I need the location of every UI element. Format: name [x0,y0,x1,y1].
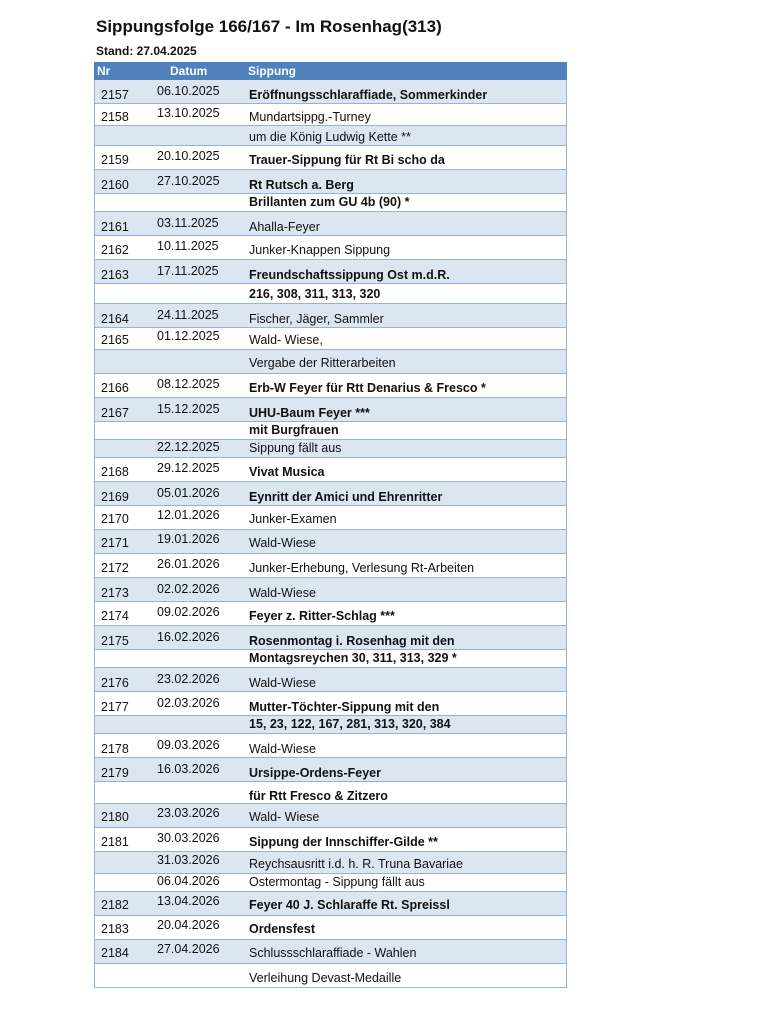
cell-datum: 10.11.2025 [157,239,219,253]
cell-datum: 02.03.2026 [157,696,220,710]
cell-nr: 2166 [101,381,129,395]
cell-datum: 05.01.2026 [157,486,220,500]
table-row [94,650,567,668]
cell-datum: 16.02.2026 [157,630,220,644]
table-row [94,482,567,506]
cell-sippung: Freundschaftssippung Ost m.d.R. [249,268,450,282]
cell-nr: 2174 [101,609,129,623]
table-row [94,940,567,964]
cell-sippung: UHU-Baum Feyer *** [249,406,370,420]
cell-sippung: Wald-Wiese [249,536,316,550]
cell-sippung: Brillanten zum GU 4b (90) * [249,195,410,209]
cell-sippung: Feyer 40 J. Schlaraffe Rt. Spreissl [249,898,450,912]
cell-nr: 2181 [101,835,129,849]
table-row [94,440,567,458]
header-nr: Nr [97,64,111,78]
cell-sippung: Reychsausritt i.d. h. R. Truna Bavariae [249,857,463,871]
table-row [94,146,567,170]
table-row [94,692,567,716]
cell-datum: 22.12.2025 [157,440,220,454]
table-row [94,758,567,782]
cell-sippung: Sippung fällt aus [249,441,342,455]
cell-datum: 20.04.2026 [157,918,220,932]
table-body [94,80,567,988]
cell-datum: 23.02.2026 [157,672,220,686]
cell-sippung: Sippung der Innschiffer-Gilde ** [249,835,438,849]
cell-datum: 12.01.2026 [157,508,220,522]
cell-nr: 2177 [101,700,129,714]
cell-sippung: Erb-W Feyer für Rtt Denarius & Fresco * [249,381,486,395]
cell-datum: 19.01.2026 [157,532,220,546]
table-row [94,350,567,374]
table-row [94,304,567,328]
table-row [94,554,567,578]
cell-sippung: mit Burgfrauen [249,423,339,437]
cell-nr: 2184 [101,946,129,960]
cell-nr: 2172 [101,561,129,575]
cell-datum: 02.02.2026 [157,582,220,596]
table-row [94,964,567,988]
cell-datum: 24.11.2025 [157,308,219,322]
table-row [94,916,567,940]
cell-sippung: Junker-Erhebung, Verlesung Rt-Arbeiten [249,561,475,575]
cell-nr: 2183 [101,922,129,936]
cell-nr: 2178 [101,742,129,756]
cell-nr: 2180 [101,810,129,824]
cell-sippung: Vergabe der Ritterarbeiten [249,356,396,370]
cell-datum: 09.02.2026 [157,605,220,619]
cell-sippung: Trauer-Sippung für Rt Bi scho da [249,153,445,167]
cell-sippung: 216, 308, 311, 313, 320 [249,287,381,301]
cell-nr: 2163 [101,268,129,282]
table-row [94,422,567,440]
table-row [94,716,567,734]
table-row [94,804,567,828]
cell-datum: 08.12.2025 [157,377,220,391]
table-row [94,668,567,692]
header-sippung: Sippung [248,64,296,78]
cell-sippung: Fischer, Jäger, Sammler [249,312,384,326]
cell-nr: 2161 [101,220,129,234]
cell-sippung: Montagsreychen 30, 311, 313, 329 * [249,651,457,665]
table-row [94,212,567,236]
cell-datum: 31.03.2026 [157,853,220,867]
table-row [94,892,567,916]
table-row [94,626,567,650]
table-row [94,284,567,304]
cell-sippung: um die König Ludwig Kette ** [249,130,411,144]
cell-datum: 09.03.2026 [157,738,220,752]
cell-datum: 20.10.2025 [157,149,220,163]
cell-datum: 06.10.2025 [157,84,220,98]
cell-datum: 13.04.2026 [157,894,220,908]
table-row [94,374,567,398]
cell-sippung: Junker-Examen [249,512,337,526]
cell-nr: 2173 [101,586,129,600]
cell-nr: 2159 [101,153,129,167]
cell-sippung: Wald- Wiese, [249,333,323,347]
table-header [94,62,567,80]
cell-nr: 2158 [101,110,129,124]
cell-sippung: Wald-Wiese [249,742,316,756]
cell-sippung: Junker-Knappen Sippung [249,243,391,257]
cell-datum: 27.04.2026 [157,942,220,956]
cell-sippung: Eröffnungsschlaraffiade, Sommerkinder [249,88,488,102]
cell-sippung: Wald-Wiese [249,676,316,690]
cell-nr: 2164 [101,312,129,326]
table-row [94,80,567,104]
table-row [94,530,567,554]
cell-sippung: für Rtt Fresco & Zitzero [249,789,388,803]
cell-nr: 2160 [101,178,129,192]
cell-nr: 2169 [101,490,129,504]
table-row [94,874,567,892]
cell-nr: 2157 [101,88,129,102]
cell-sippung: Mundartsippg.-Turney [249,110,371,124]
table-row [94,126,567,146]
cell-nr: 2175 [101,634,129,648]
table-row [94,578,567,602]
table-row [94,828,567,852]
table-row [94,104,567,126]
cell-nr: 2176 [101,676,129,690]
cell-datum: 06.04.2026 [157,874,220,888]
cell-nr: 2167 [101,406,129,420]
cell-sippung: Rt Rutsch a. Berg [249,178,354,192]
page-title: Sippungsfolge 166/167 - Im Rosenhag(313) [96,17,442,36]
table-row [94,506,567,530]
table-row [94,260,567,284]
cell-datum: 17.11.2025 [157,264,219,278]
cell-sippung: Ahalla-Feyer [249,220,320,234]
cell-datum: 03.11.2025 [157,216,219,230]
cell-sippung: Wald- Wiese [249,810,320,824]
cell-datum: 01.12.2025 [157,329,220,343]
cell-datum: 13.10.2025 [157,106,220,120]
cell-sippung: Mutter-Töchter-Sippung mit den [249,700,440,714]
table-row [94,458,567,482]
cell-sippung: Schlussschlaraffiade - Wahlen [249,946,417,960]
cell-nr: 2170 [101,512,129,526]
cell-datum: 16.03.2026 [157,762,220,776]
cell-sippung: Ordensfest [249,922,315,936]
cell-sippung: Feyer z. Ritter-Schlag *** [249,609,395,623]
cell-nr: 2168 [101,465,129,479]
cell-datum: 23.03.2026 [157,806,220,820]
cell-datum: 29.12.2025 [157,461,220,475]
table-row [94,170,567,194]
cell-sippung: Ursippe-Ordens-Feyer [249,766,381,780]
cell-nr: 2165 [101,333,129,347]
table-row [94,398,567,422]
cell-sippung: Eynritt der Amici und Ehrenritter [249,490,443,504]
cell-sippung: Wald-Wiese [249,586,316,600]
table-row [94,236,567,260]
table-row [94,782,567,804]
cell-sippung: Vivat Musica [249,465,325,479]
cell-datum: 26.01.2026 [157,557,220,571]
cell-sippung: 15, 23, 122, 167, 281, 313, 320, 384 [249,717,451,731]
schedule-table [94,62,567,988]
cell-datum: 15.12.2025 [157,402,220,416]
cell-sippung: Rosenmontag i. Rosenhag mit den [249,634,455,648]
table-row [94,194,567,212]
cell-nr: 2162 [101,243,129,257]
cell-sippung: Verleihung Devast-Medaille [249,971,402,985]
cell-sippung: Ostermontag - Sippung fällt aus [249,875,425,889]
table-row [94,328,567,350]
cell-nr: 2182 [101,898,129,912]
cell-datum: 30.03.2026 [157,831,220,845]
cell-nr: 2171 [101,536,129,550]
stand-date: Stand: 27.04.2025 [96,44,197,58]
table-row [94,734,567,758]
header-datum: Datum [170,64,208,78]
table-row [94,852,567,874]
cell-nr: 2179 [101,766,129,780]
cell-datum: 27.10.2025 [157,174,220,188]
table-row [94,602,567,626]
